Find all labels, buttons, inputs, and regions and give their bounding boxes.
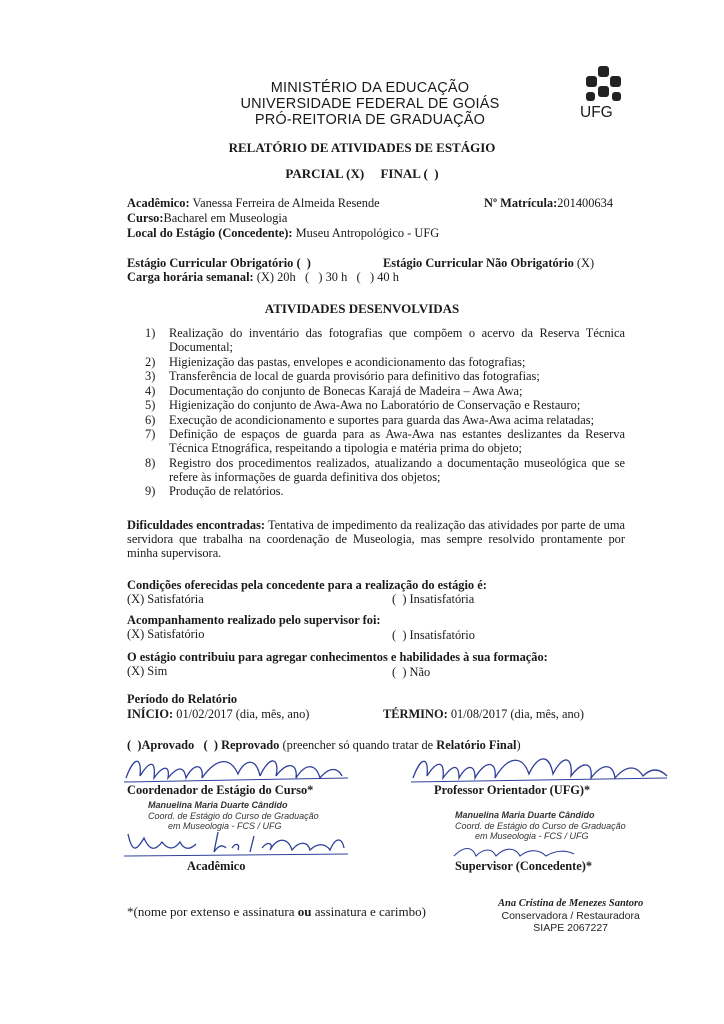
list-item: 1) Realização do inventário das fotografias que compõem o acervo da Reserva Técnica Documental; <box>145 326 625 354</box>
site-value: Museu Antropológico - UFG <box>295 226 440 240</box>
site-line <box>127 226 439 241</box>
mandatory-internship: Estágio Curricular Obrigatório ( ) <box>127 256 311 270</box>
footnote-or: ou <box>297 904 312 919</box>
professor-label: Professor Orientador (UFG)* <box>434 783 591 797</box>
footnote-text: *(nome por extenso e assinatura <box>127 904 295 919</box>
contribution-option-yes: (X) Sim <box>127 664 168 678</box>
period-label: Período do Relatório <box>127 692 238 706</box>
supervision-option-yes: (X) Satisfatório <box>127 627 205 641</box>
ministry-heading: MINISTÉRIO DA EDUCAÇÃO <box>270 80 470 96</box>
student-label-signature: Acadêmico <box>187 859 246 873</box>
contribution-option-no: ( ) Não <box>392 665 431 679</box>
contribution-question: O estágio contribuiu para agregar conhecimentos e habilidades à sua formação: <box>127 650 548 664</box>
registration-label: Nº Matrícula: <box>484 196 558 210</box>
list-item: 3) Transferência de local de guarda provisório para definitivo das fotografias; <box>145 369 540 383</box>
conditions-option-no: ( ) Insatisfatória <box>392 592 475 606</box>
course-label: Curso: <box>127 211 164 225</box>
report-type: PARCIAL (X) FINAL ( ) <box>285 166 439 181</box>
end-value: 01/08/2017 (dia, mês, ano) <box>450 707 585 721</box>
list-item: 2) Higienização das pastas, envelopes e acondicionamento das fotografias; <box>145 354 526 369</box>
report-title: RELATÓRIO DE ATIVIDADES DE ESTÁGIO <box>228 140 496 155</box>
supervision-question: Acompanhamento realizado pelo supervisor foi: <box>127 613 381 627</box>
hours-label: Carga horária semanal: <box>127 270 254 284</box>
rejected-option: ( ) Reprovado <box>203 738 280 752</box>
footnote-text-end: assinatura e carimbo) <box>314 904 426 919</box>
footnote <box>127 904 426 920</box>
end-label: TÉRMINO: <box>383 707 448 721</box>
coordinator-signature <box>120 748 360 788</box>
list-item: 9) Produção de relatórios. <box>145 484 284 498</box>
supervisor-label: Supervisor (Concedente)* <box>455 859 593 873</box>
ufg-logo-icon <box>584 66 624 104</box>
student-name: Vanessa Ferreira de Almeida Resende <box>192 196 380 210</box>
registration-line <box>484 196 613 211</box>
hours-value: (X) 20h ( ) 30 h ( ) 40 h <box>256 270 399 284</box>
conditions-question: Condições oferecidas pela concedente para a realização do estágio é: <box>127 578 487 592</box>
period-start <box>127 707 309 722</box>
start-value: 01/02/2017 (dia, mês, ano) <box>176 707 310 721</box>
hours-line <box>127 270 399 285</box>
difficulties-label: Dificuldades encontradas: <box>127 518 266 532</box>
professor-stamp: Manuelina Maria Duarte Cândido Coord. de Estágio do Curso de Graduação em Museologia - FCS / UFG <box>455 810 626 841</box>
supervision-option-no: ( ) Insatisfatório <box>392 628 475 642</box>
ufg-logo-label: UFG <box>580 104 613 121</box>
course-value: Bacharel em Museologia <box>163 211 288 225</box>
difficulties-paragraph <box>127 518 625 560</box>
course-line <box>127 211 287 226</box>
coordinator-label: Coordenador de Estágio do Curso* <box>127 783 314 797</box>
activities-list <box>145 326 625 499</box>
dean-heading: PRÓ-REITORIA DE GRADUAÇÃO <box>254 112 486 128</box>
coordinator-stamp: Manuelina Maria Duarte Cândido Coord. de Estágio do Curso de Graduação em Museologia - FCS / UFG <box>148 800 319 831</box>
list-item: 6) Execução de acondicionamento e suportes para guarda das Awa-Awa acima relatadas; <box>145 412 595 427</box>
list-item: 4) Documentação do conjunto de Bonecas Karajá de Madeira – Awa Awa; <box>145 383 523 398</box>
approval-note: (preencher só quando tratar de <box>282 738 437 752</box>
difficulties-text: Tentativa de impedimento da realização das atividades por parte de uma servidora que trabalha na coordenação de Museologia, mas sempre resolvido prontamente por minha supervisora. <box>127 518 625 560</box>
student-signature <box>122 826 352 860</box>
student-label: Acadêmico: <box>127 196 190 210</box>
non-mandatory-mark: (X) <box>576 256 595 270</box>
registration-number: 201400634 <box>557 196 614 210</box>
approval-note-end: ) <box>516 738 521 752</box>
site-label: Local do Estágio (Concedente): <box>127 226 293 240</box>
approved-option: ( )Aprovado <box>127 738 195 752</box>
start-label: INÍCIO: <box>127 707 174 721</box>
professor-signature <box>405 746 675 786</box>
list-item: 5) Higienização do conjunto de Awa-Awa no Laboratório de Conservação e Restauro; <box>145 398 581 412</box>
activities-heading: ATIVIDADES DESENVOLVIDAS <box>264 301 460 316</box>
period-end <box>383 707 584 722</box>
list-item: 8) Registro dos procedimentos realizados, atualizando a documentação museológica que se refere às informações de guarda definitiva dos objetos; <box>145 455 625 484</box>
non-mandatory-internship: Estágio Curricular Não Obrigatório <box>383 256 574 270</box>
approval-note-emphasis: Relatório Final <box>436 738 517 752</box>
student-line <box>127 196 380 211</box>
supervisor-stamp: Ana Cristina de Menezes Santoro Conservadora / Restauradora SIAPE 2067227 <box>498 898 644 934</box>
non-mandatory-line <box>383 256 594 271</box>
list-item: 7) Definição de espaços de guarda para as Awa-Awa nas estantes deslizantes da Reserva Técnica Etnográfica, respeitando a tipologia e matéria prima do objeto; <box>145 427 625 455</box>
conditions-option-yes: (X) Satisfatória <box>127 592 204 606</box>
university-heading: UNIVERSIDADE FEDERAL DE GOIÁS <box>240 96 500 112</box>
